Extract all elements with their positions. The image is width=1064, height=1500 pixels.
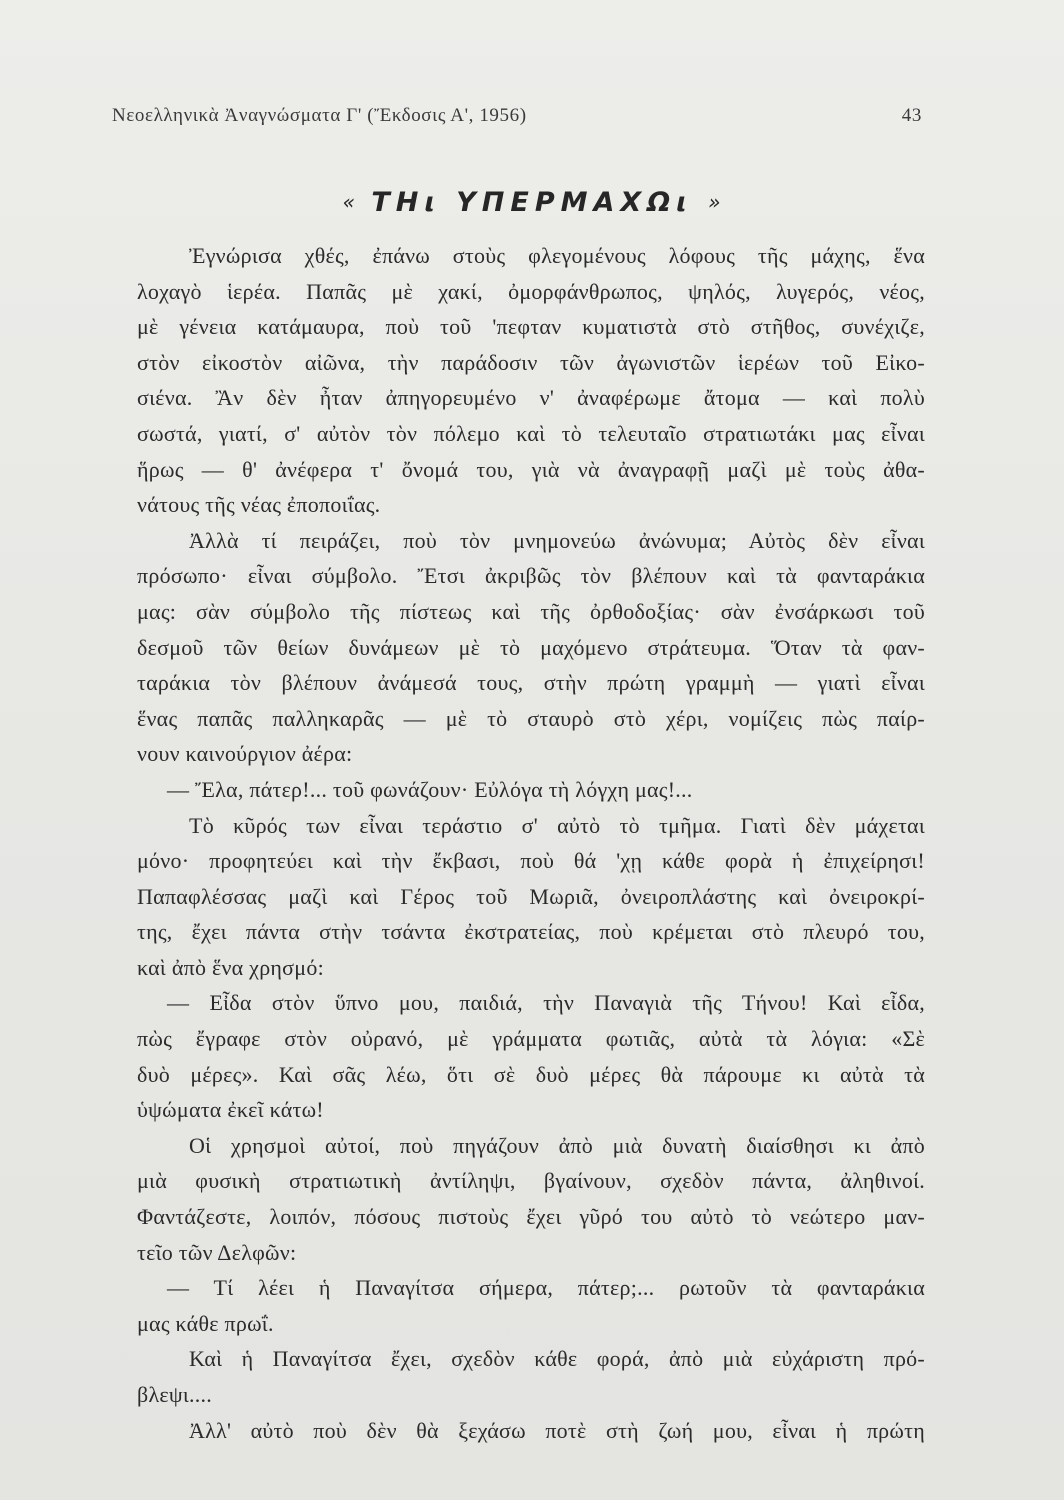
chapter-title [0,187,1064,218]
text-line: Τὸ κῦρός των εἶναι τεράστιο σ' αὐτὸ τὸ τμῆμα. Γιατὶ δὲν μάχεται [189,812,925,838]
text-line: στὸν εἰκοστὸν αἰῶνα, τὴν παράδοσιν τῶν ἀγωνιστῶν ἱερέων τοῦ Εἰκο- [137,349,925,375]
text-line: μας: σὰν σύμβολο τῆς πίστεως καὶ τῆς ὀρθοδοξίας· σὰν ἐνσάρκωσι τοῦ [137,598,925,624]
text-line: δεσμοῦ τῶν θείων δυνάμεων μὲ τὸ μαχόμενο στράτευμα. Ὅταν τὰ φαν- [137,634,925,660]
text-line: νάτους τῆς νέας ἐποποιΐας. [137,492,381,518]
title-open-quote: « [342,190,356,214]
text-line: Ἀλλ' αὐτὸ ποὺ δὲν θὰ ξεχάσω ποτὲ στὴ ζωή μου, εἶναι ἡ πρώτη [189,1417,925,1443]
text-line: — Εἶδα στὸν ὕπνο μου, παιδιά, τὴν Παναγιὰ τῆς Τήνου! Καὶ εἶδα, [167,990,925,1016]
text-line: ἕνας παπᾶς παλληκαρᾶς — μὲ τὸ σταυρὸ στὸ χέρι, νομίζεις πὼς παίρ- [137,705,925,731]
text-line: Οἱ χρησμοὶ αὐτοί, ποὺ πηγάζουν ἀπὸ μιὰ δυνατὴ διαίσθησι κι ἀπὸ [189,1132,925,1158]
text-line: μόνο· προφητεύει καὶ τὴν ἔκβασι, ποὺ θά 'χῃ κάθε φορὰ ἡ ἐπιχείρησι! [137,848,925,874]
text-line: δυὸ μέρες». Καὶ σᾶς λέω, ὅτι σὲ δυὸ μέρες θὰ πάρουμε κι αὐτὰ τὰ [137,1061,925,1087]
text-line: της, ἔχει πάντα στὴν τσάντα ἐκστρατείας, ποὺ κρέμεται στὸ πλευρό του, [137,919,925,945]
text-line: σιένα. Ἂν δὲν ἦταν ἀπηγορευμένο ν' ἀναφέρωμε ἄτομα — καὶ πολὺ [137,385,925,411]
text-line: σωστά, γιατί, σ' αὐτὸν τὸν πόλεμο καὶ τὸ τελευταῖο στρατιωτάκι μας εἶναι [137,420,925,446]
text-line: λοχαγὸ ἱερέα. Παπᾶς μὲ χακί, ὀμορφάνθρωπος, ψηλός, λυγερός, νέος, [137,278,925,304]
text-line: τεῖο τῶν Δελφῶν: [137,1239,297,1265]
running-header [112,101,922,131]
text-line: βλεψι.... [137,1382,213,1407]
text-line: — Τί λέει ἡ Παναγίτσα σήμερα, πάτερ;... ρωτοῦν τὰ φανταράκια [167,1275,925,1301]
text-line: Ἀλλὰ τί πειράζει, ποὺ τὸν μνημονεύω ἀνώνυμα; Αὐτὸς δὲν εἶναι [189,527,925,553]
text-line: μας κάθε πρωΐ. [137,1310,274,1336]
title-text: ΤΗι ΥΠΕΡΜΑΧΩι [371,187,693,218]
text-line: ταράκια τὸν βλέπουν ἀνάμεσά τους, στὴν πρώτη γραμμὴ — γιατὶ εἶναι [137,670,925,696]
text-line: καὶ ἀπὸ ἕνα χρησμό: [137,954,324,980]
text-line: Φαντάζεστε, λοιπόν, πόσους πιστοὺς ἔχει γῦρό του αὐτὸ τὸ νεώτερο μαν- [137,1204,925,1230]
text-line: — Ἔλα, πάτερ!... τοῦ φωνάζουν· Εὐλόγα τὴ λόγχη μας!... [167,776,693,802]
page-number: 43 [901,105,922,126]
body-text [137,238,925,1448]
text-line: πρόσωπο· εἶναι σύμβολο. Ἔτσι ἀκριβῶς τὸν βλέπουν καὶ τὰ φανταράκια [137,563,925,589]
text-line: ἥρως — θ' ἀνέφερα τ' ὄνομά του, γιὰ νὰ ἀναγραφῇ μαζὶ μὲ τοὺς ἀθα- [137,456,925,482]
text-line: Παπαφλέσσας μαζὶ καὶ Γέρος τοῦ Μωριᾶ, ὀνειροπλάστης καὶ ὀνειροκρί- [137,883,925,909]
text-line: μιὰ φυσικὴ στρατιωτικὴ ἀντίληψι, βγαίνουν, σχεδὸν πάντα, ἀληθινοί. [137,1168,925,1194]
text-line: Ἐγνώρισα χθές, ἐπάνω στοὺς φλεγομένους λόφους τῆς μάχης, ἕνα [189,243,925,268]
text-line: νουν καινούργιον ἀέρα: [137,741,353,767]
text-line: Καὶ ἡ Παναγίτσα ἔχει, σχεδὸν κάθε φορά, ἀπὸ μιὰ εὐχάριστη πρό- [189,1346,925,1372]
text-line: μὲ γένεια κατάμαυρα, ποὺ τοῦ 'πεφταν κυματιστὰ στὸ στῆθος, συνέχιζε, [137,314,925,340]
text-line: πὼς ἔγραφε στὸν οὐρανό, μὲ γράμματα φωτιᾶς, αὐτὰ τὰ λόγια: «Σὲ [137,1026,925,1052]
running-title: Νεοελληνικὰ Ἀναγνώσματα Γ' (Ἔκδοσις Α', 1956) [112,105,527,126]
title-close-quote: » [708,190,722,214]
text-line: ὑψώματα ἐκεῖ κάτω! [137,1097,324,1123]
